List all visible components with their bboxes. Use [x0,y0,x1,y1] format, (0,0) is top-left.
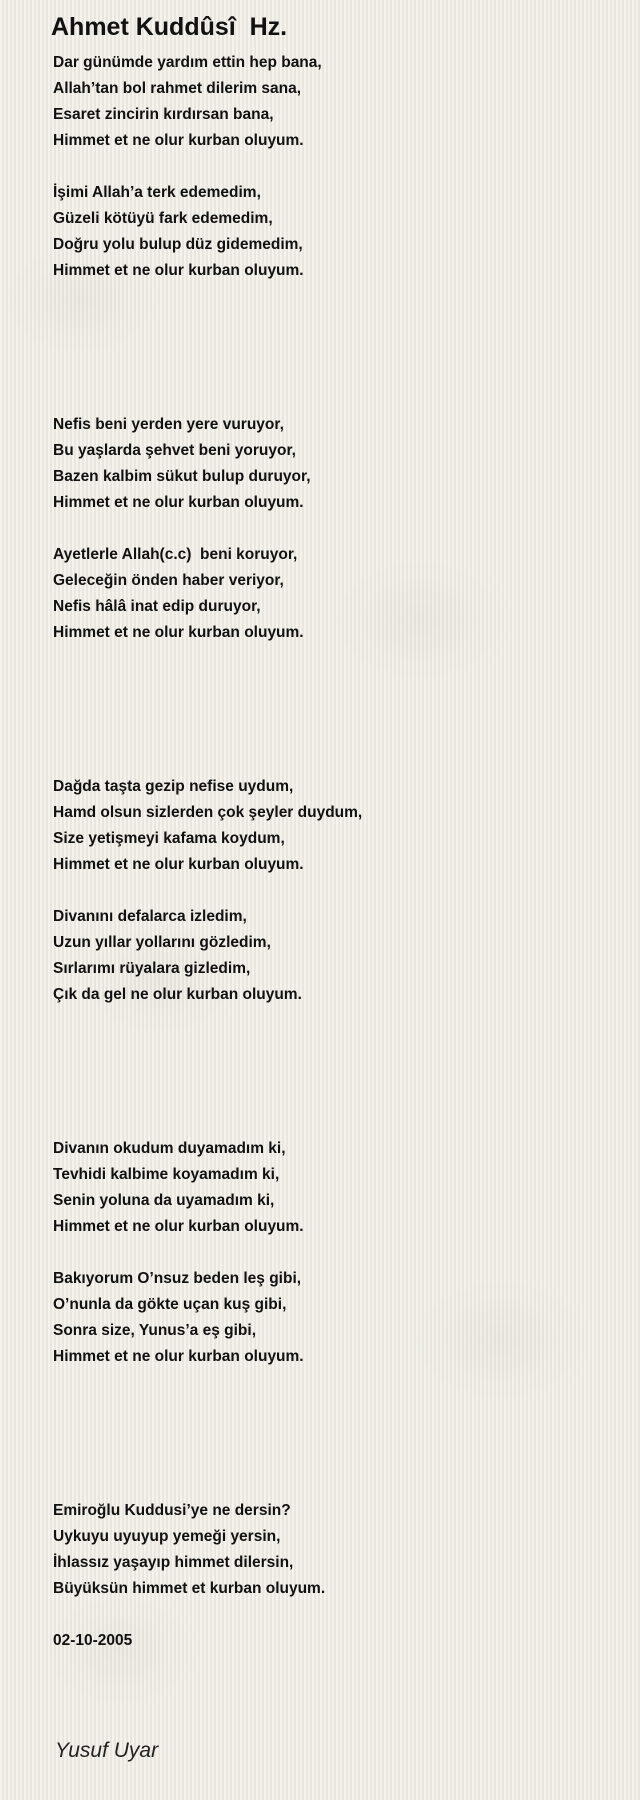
stanza [53,1498,613,1602]
poem-line: Uykuyu uyuyup yemeği yersin, [53,1528,281,1545]
poem-body [53,50,613,1654]
poem-line: Geleceğin önden haber veriyor, [53,572,284,589]
stanza [53,542,613,646]
poem-line: Çık da gel ne olur kurban oluyum. [53,986,302,1003]
poem-line: Himmet et ne olur kurban oluyum. [53,132,304,149]
poem-line: Sonra size, Yunus’a eş gibi, [53,1322,257,1339]
stanza [53,412,613,516]
poem-line: Senin yoluna da uyamadım ki, [53,1192,275,1209]
stanza [53,50,613,154]
poem-line: Uzun yıllar yollarını gözledim, [53,934,271,951]
stanza-spacer [53,516,613,542]
poem-line: Nefis hâlâ inat edip duruyor, [53,598,261,615]
poem-line: Ayetlerle Allah(c.c) beni koruyor, [53,546,298,563]
poem-line: Divanın okudum duyamadım ki, [53,1140,286,1157]
section-spacer [53,1370,613,1498]
poem-line: Dar günümde yardım ettin hep bana, [53,54,322,71]
poem-date: 02-10-2005 [53,1632,133,1649]
poem-line: Nefis beni yerden yere vuruyor, [53,416,284,433]
poem-line: Himmet et ne olur kurban oluyum. [53,262,304,279]
section-spacer [53,646,613,774]
poem-line: Büyüksün himmet et kurban oluyum. [53,1580,326,1597]
poem-line: Bazen kalbim sükut bulup duruyor, [53,468,311,485]
poem-line: Doğru yolu bulup düz gidemedim, [53,236,303,253]
poem-title: Ahmet Kuddûsî Hz. [51,13,288,41]
poem-line: Emiroğlu Kuddusi’ye ne dersin? [53,1502,291,1519]
poem-line: O’nunla da gökte uçan kuş gibi, [53,1296,287,1313]
poem-line: Bakıyorum O’nsuz beden leş gibi, [53,1270,302,1287]
stanza [53,180,613,284]
stanza [53,904,613,1008]
stanza-spacer [53,878,613,904]
poem-line: Güzeli kötüyü fark edemedim, [53,210,273,227]
stanza-spacer [53,1240,613,1266]
poem-line: İhlassız yaşayıp himmet dilersin, [53,1554,294,1571]
poem-line: Dağda taşta gezip nefise uydum, [53,778,294,795]
stanza-spacer [53,1602,613,1628]
poem-line: Himmet et ne olur kurban oluyum. [53,624,304,641]
poem-line: Allah’tan bol rahmet dilerim sana, [53,80,302,97]
poem-line: Himmet et ne olur kurban oluyum. [53,1348,304,1365]
poem-author: Yusuf Uyar [55,1739,159,1762]
poem-line: Himmet et ne olur kurban oluyum. [53,494,304,511]
stanza [53,1136,613,1240]
poem-line: Size yetişmeyi kafama koydum, [53,830,285,847]
poem-line: Bu yaşlarda şehvet beni yoruyor, [53,442,296,459]
poem-line: Esaret zincirin kırdırsan bana, [53,106,274,123]
poem-line: Sırlarımı rüyalara gizledim, [53,960,251,977]
poem-line: Hamd olsun sizlerden çok şeyler duydum, [53,804,363,821]
poem-line: Himmet et ne olur kurban oluyum. [53,856,304,873]
poem-line: Divanını defalarca izledim, [53,908,247,925]
stanza [53,774,613,878]
poem-line: İşimi Allah’a terk edemedim, [53,184,261,201]
section-spacer [53,284,613,412]
poem-line: Tevhidi kalbime koyamadım ki, [53,1166,280,1183]
section-spacer [53,1008,613,1136]
poem-line: Himmet et ne olur kurban oluyum. [53,1218,304,1235]
stanza [53,1266,613,1370]
stanza-spacer [53,154,613,180]
